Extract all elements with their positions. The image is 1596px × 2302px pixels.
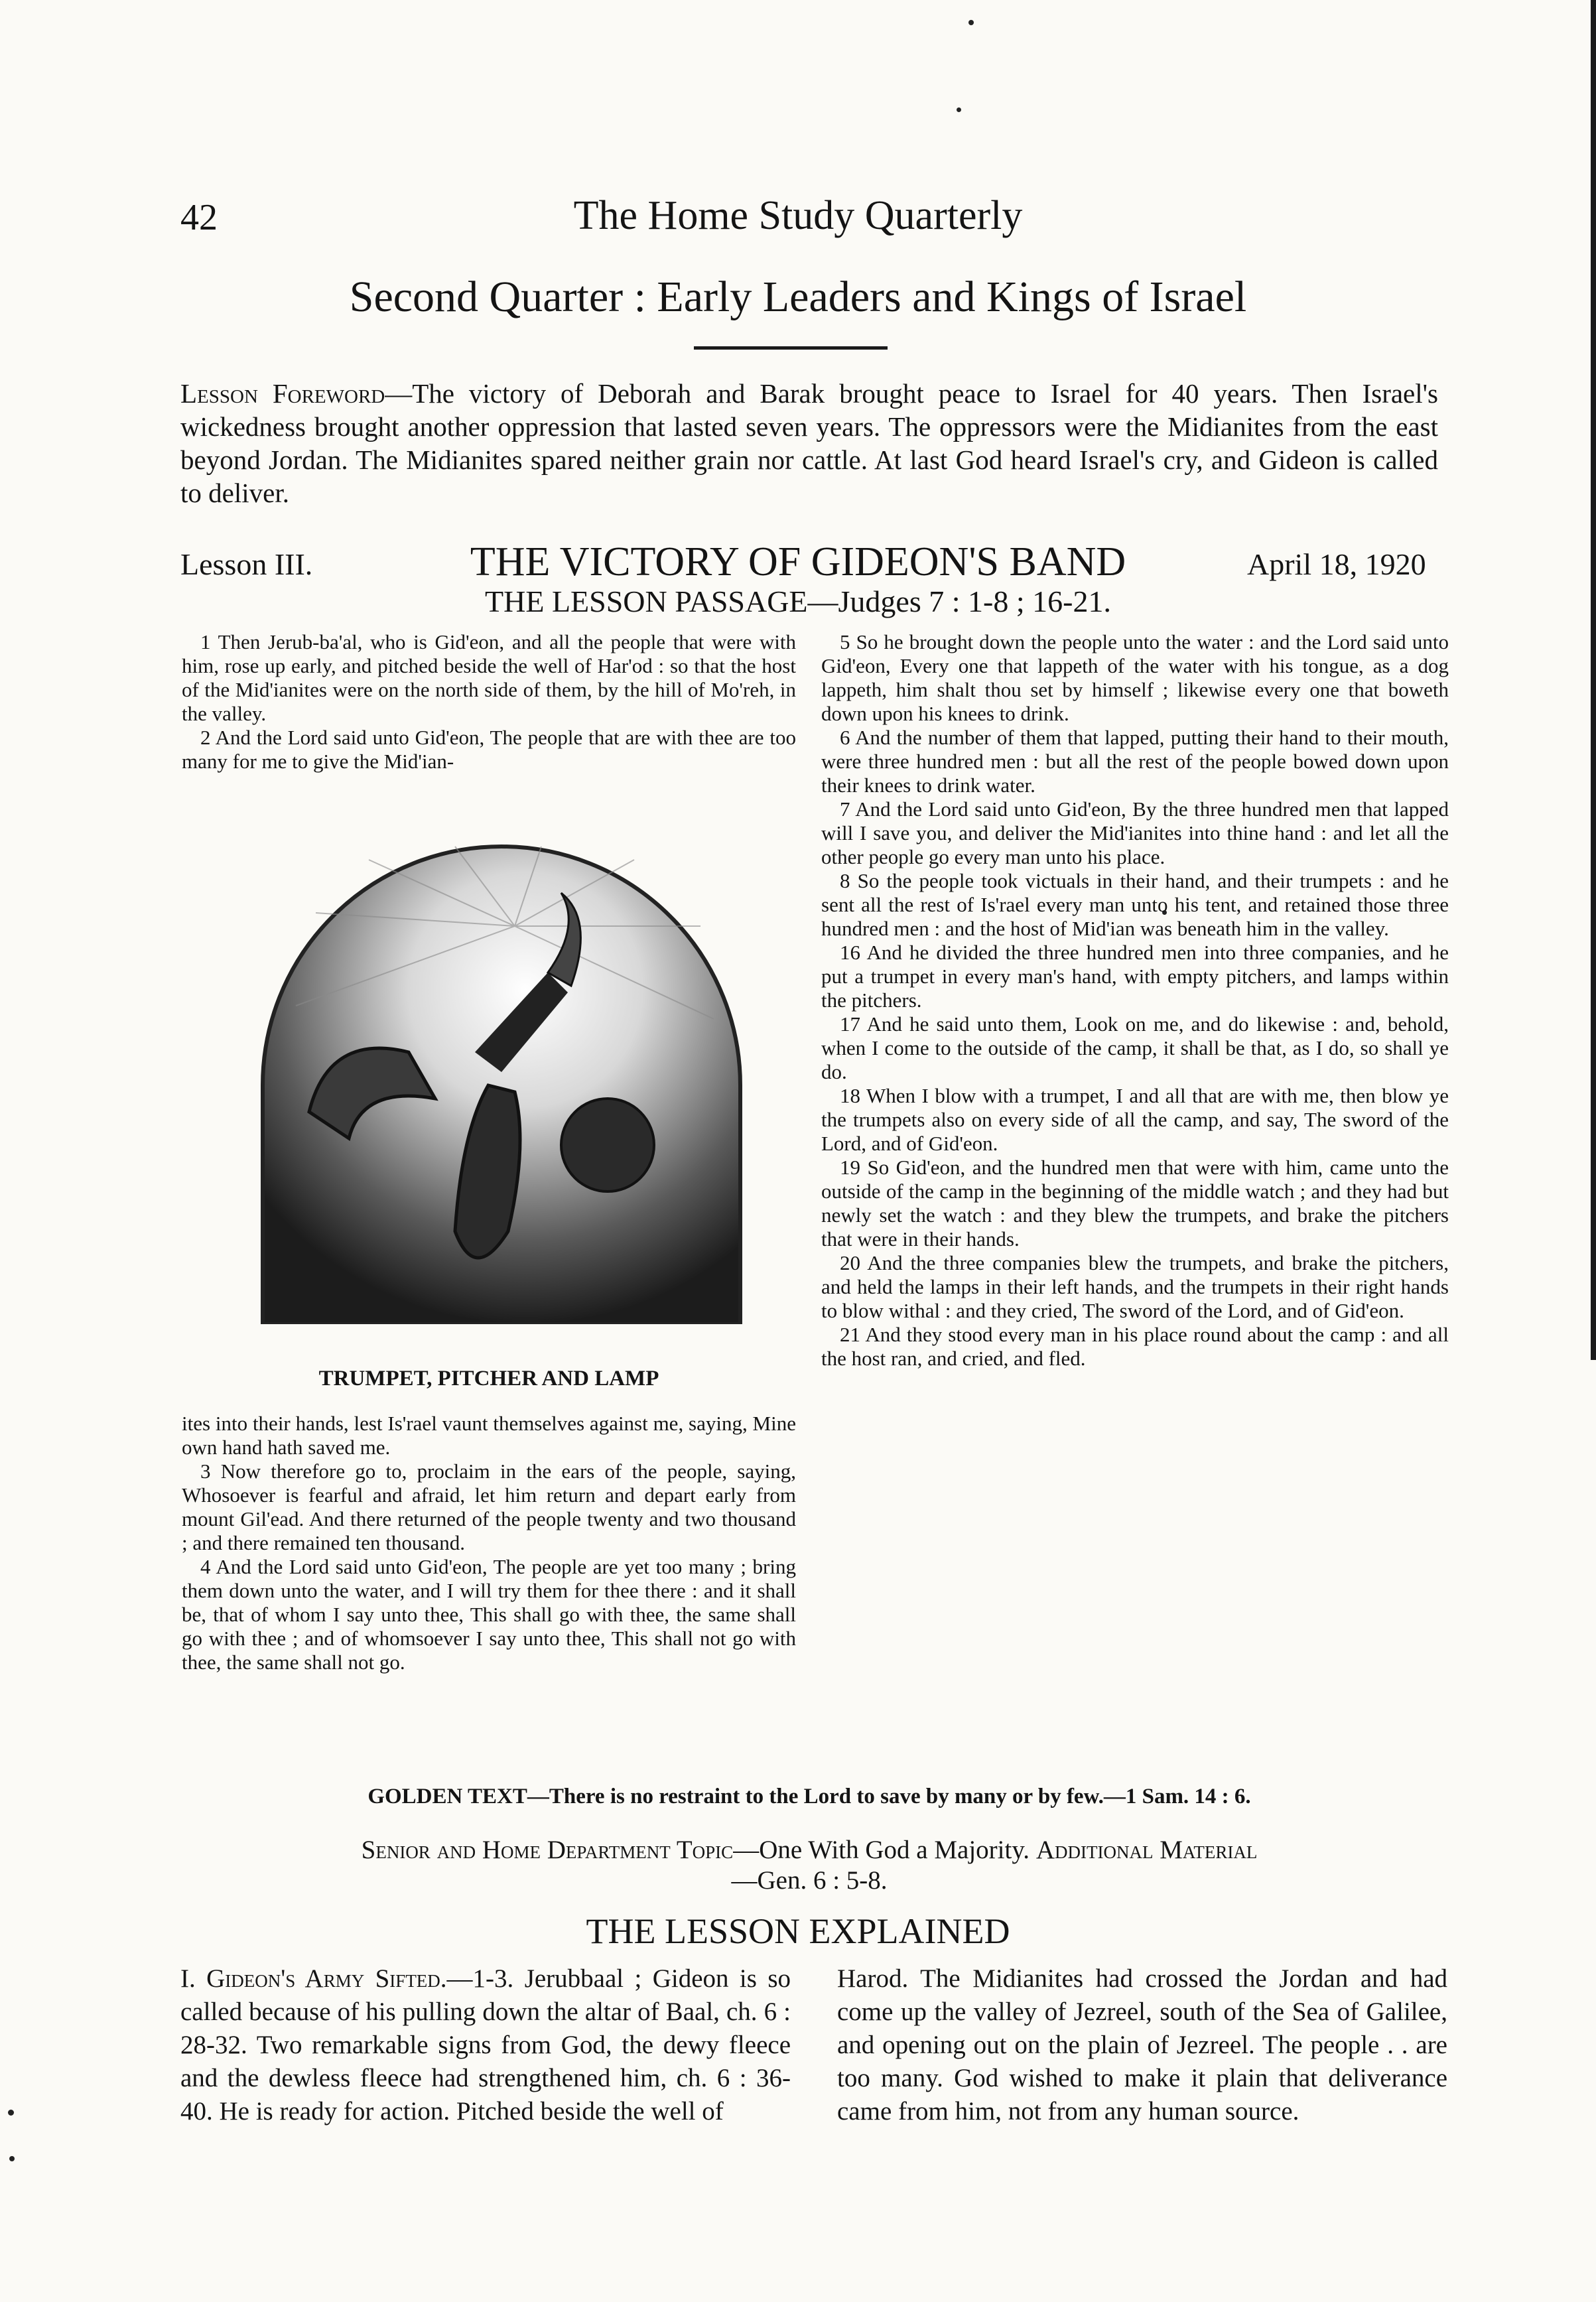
verse: 16 And he divided the three hundred men into three companies, and he put a trumpet in every man's hand, with empty pitchers, and lamps within the pitchers. xyxy=(821,941,1449,1012)
hand-icon xyxy=(561,1099,654,1191)
verse: ites into their hands, lest Is'rael vaunt themselves against me, saying, Mine own hand hath saved me. xyxy=(182,1412,796,1459)
verse: 17 And he said unto them, Look on me, and do likewise : and, behold, when I come to the outside of the camp, it shall be that, as I do, so shall ye do. xyxy=(821,1012,1449,1083)
verse: 6 And the number of them that lapped, putting their hand to their mouth, were three hundred men : but all the rest of the people bowed down upon their knees to drink water. xyxy=(821,726,1449,797)
passage-left-top xyxy=(182,630,796,774)
additional-material-ref: —Gen. 6 : 5-8. xyxy=(731,1866,888,1895)
lesson-number: Lesson III. xyxy=(180,547,313,581)
page-number: 42 xyxy=(180,197,218,238)
verse: 3 Now therefore go to, proclaim in the ears of the people, saying, Whosoever is fearful and afraid, let him return and depart early from mount Gil'ead. And there returned of the people twenty and two thousand ; and there remained ten thousand. xyxy=(182,1459,796,1554)
verse: 2 And the Lord said unto Gid'eon, The people that are with thee are too many for me to give the Mid'ian- xyxy=(182,726,796,773)
scan-speck xyxy=(957,107,961,112)
explanation-left-text: Jerubbaal ; Gideon is so called because of his pulling down the altar of Baal, ch. 6 : 28-32. Two remarkable signs from God, the dewy fleece and the dewless fleece had strengthened him, ch. 6 : 36-40. He is ready for action. Pitched beside the well of xyxy=(180,1964,791,2126)
golden-text: GOLDEN TEXT—There is no restraint to the Lord to save by many or by few.—1 Sam. 14 : 6. xyxy=(367,1785,1251,1808)
passage-heading: THE LESSON PASSAGE—Judges 7 : 1-8 ; 16-21. xyxy=(485,584,1111,618)
illustration-caption: TRUMPET, PITCHER AND LAMP xyxy=(318,1367,659,1390)
publication-title: The Home Study Quarterly xyxy=(573,193,1023,238)
verse: 1 Then Jerub-ba'al, who is Gid'eon, and all the people that were with him, rose up early, and pitched beside the well of Har'od : so that the host of the Mid'ianites were on the north side of them, by the hill of Mo'reh, in the valley. xyxy=(182,630,796,725)
verse: 5 So he brought down the people unto the water : and the Lord said unto Gid'eon, Every one that lappeth of the water with his tongue, as a dog lappeth, him shalt thou set by himself ; likewise every one that boweth down upon his knees to drink. xyxy=(821,630,1449,725)
explanation-left xyxy=(180,1962,791,2128)
foreword-label: Lesson Foreword xyxy=(180,378,385,409)
topic-text: —One With God a Majority. xyxy=(733,1836,1030,1864)
verse: 18 When I blow with a trumpet, I and all that are with me, then blow ye the trumpets also on every side of all the camp, and say, The sword of the Lord, and of Gid'eon. xyxy=(821,1084,1449,1155)
passage-right-column xyxy=(821,630,1449,1371)
passage-left-bottom xyxy=(182,1412,796,1674)
explanation-heading: I. Gideon's Army Sifted.—1-3. xyxy=(180,1964,514,1993)
scan-speck xyxy=(968,20,974,25)
lesson-date: April 18, 1920 xyxy=(1247,547,1426,581)
verse: 21 And they stood every man in his place round about the camp : and all the host ran, and cried, and fled. xyxy=(821,1323,1449,1370)
lesson-foreword xyxy=(180,377,1438,509)
verse: 7 And the Lord said unto Gid'eon, By the three hundred men that lapped will I save you, and deliver the Mid'ianites into thine hand : and let all the other people go every man unto his place. xyxy=(821,797,1449,868)
lesson-title: THE VICTORY OF GIDEON'S BAND xyxy=(470,539,1126,584)
verse: 20 And the three companies blew the trumpets, and brake the pitchers, and held the lamps in their left hands, and the trumpets in their right hands to blow withal : and they cried, The sword of the Lord, and of Gid'eon. xyxy=(821,1251,1449,1322)
scan-speck xyxy=(9,2156,15,2161)
verse: 19 So Gid'eon, and the hundred men that were with him, came unto the outside of the camp in the beginning of the middle watch ; and they had but newly set the watch : and they blew the trumpets, and brake the pitchers that were in their hands. xyxy=(821,1156,1449,1251)
verse: 8 So the people took victuals in their hand, and their trumpets : and he sent all the rest of Is'rael every man unto his tent, and retained those three hundred men : and the host of Mid'ian was beneath him in the valley. xyxy=(821,869,1449,940)
quarter-title: Second Quarter : Early Leaders and Kings of Israel xyxy=(349,273,1247,321)
title-divider xyxy=(694,346,888,350)
lesson-explained-title: THE LESSON EXPLAINED xyxy=(586,1911,1010,1951)
additional-material-label: Additional Material xyxy=(1035,1836,1258,1864)
verse: 4 And the Lord said unto Gid'eon, The people are yet too many ; bring them down unto the water, and I will try them for thee there : and it shall be, that of whom I say unto thee, This shall go with thee, the same shall go with thee ; and of whomsoever I say unto thee, This shall not go with thee, the same shall not go. xyxy=(182,1555,796,1674)
scan-speck xyxy=(8,2110,14,2116)
trumpet-pitcher-lamp-illustration xyxy=(236,833,767,1324)
explanation-right: Harod. The Midianites had crossed the Jordan and had come up the valley of Jezreel, south of the Sea of Galilee, and opening out on the plain of Jezreel. The people . . are too many. God wished to make it plain that deliverance came from him, not from any human source. xyxy=(837,1964,1447,2126)
topic-label: Senior and Home Department Topic xyxy=(361,1836,734,1864)
department-topic xyxy=(180,1835,1438,1896)
foreword-text: —The victory of Deborah and Barak brought peace to Israel for 40 years. Then Israel's wickedness brought another oppression that lasted seven years. The oppressors were the Midianites from the east beyond Jordan. The Midianites spared neither grain nor cattle. At last God heard Israel's cry, and Gideon is called to deliver. xyxy=(180,378,1438,508)
